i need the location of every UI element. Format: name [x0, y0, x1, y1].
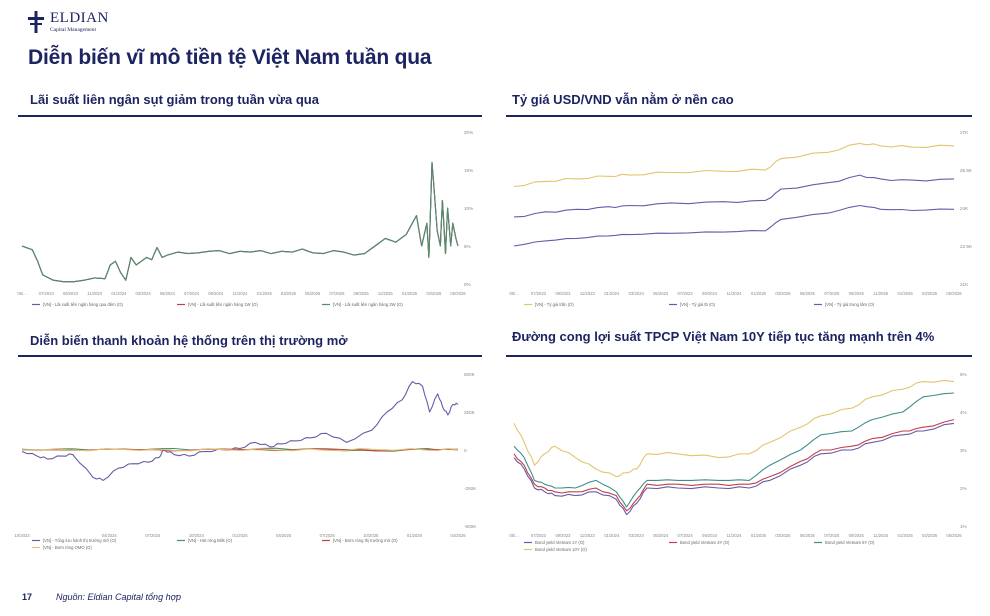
x-tick-label: 11/2024	[726, 291, 742, 296]
x-tick-label: 01/2024	[604, 291, 620, 296]
series-line-3	[514, 380, 954, 476]
series-line-1	[514, 420, 954, 511]
legend-label: Bond yield Vietnam 10Y (O)	[535, 547, 587, 552]
x-tick-label: 03/2026	[921, 533, 938, 538]
x-tick-label: 09/2024	[701, 533, 718, 538]
y-tick-label: 10%	[464, 206, 474, 211]
x-tick-label: 11/2024	[726, 533, 742, 538]
x-tick-label: 03/2026	[921, 291, 938, 296]
y-tick-label: 25.5K	[960, 168, 973, 173]
series-line-2	[22, 162, 458, 281]
x-tick-label: 01/2025	[232, 533, 248, 538]
x-tick-label: 03/2025	[775, 533, 791, 538]
panel-rule	[506, 355, 972, 357]
x-tick-label: 07/2025	[329, 291, 345, 296]
panel-rule	[18, 355, 482, 357]
legend-label: [VN] - Tỷ giá tb (O)	[680, 302, 716, 307]
x-tick-label: 05/2025	[305, 291, 321, 296]
x-tick-label: 09/2025	[353, 291, 369, 296]
y-tick-label: 5%	[960, 372, 967, 377]
x-tick-label: 10/2024	[188, 533, 204, 538]
x-tick-label: 03/2025	[775, 291, 791, 296]
x-tick-label: 05/...	[17, 291, 27, 296]
legend-label: [VN] - Bơm ròng thị trường mở (O)	[333, 538, 398, 543]
legend-label: [VN] - Tỷ giá trung tâm (O)	[825, 302, 875, 307]
x-tick-label: 09/2023	[555, 533, 571, 538]
x-tick-label: 04/2025	[276, 533, 292, 538]
y-tick-label: 0	[464, 448, 467, 453]
x-tick-label: 05/...	[509, 533, 519, 538]
series-line-1	[514, 175, 954, 217]
brand-name: ELDIAN	[50, 10, 109, 26]
legend-label: [VN] - Tổng lưu hành thị trường mở (O)	[43, 538, 117, 543]
x-tick-label: 05/2026	[450, 291, 466, 296]
x-tick-label: 03/2024	[628, 533, 644, 538]
x-tick-label: 07/2025	[319, 533, 335, 538]
y-tick-label: -250K	[464, 486, 477, 491]
y-tick-label: -500K	[464, 524, 477, 529]
x-tick-label: 07/2023	[38, 291, 54, 296]
x-tick-label: 01/2024	[111, 291, 127, 296]
page-number: 17	[22, 592, 33, 602]
x-tick-label: 05/2025	[799, 533, 815, 538]
panel-title-interbank: Lãi suất liên ngân sụt giảm trong tuần vừa qua	[30, 92, 319, 107]
panel-rule	[18, 115, 482, 117]
chart-bond-yields	[506, 364, 972, 560]
source-note: Nguồn: Eldian Capital tổng hợp	[56, 592, 182, 602]
x-tick-label: 03/2024	[628, 291, 644, 296]
chart-open-market-liquidity	[14, 364, 482, 560]
y-tick-label: 4%	[960, 410, 967, 415]
y-tick-label: 27K	[960, 130, 969, 135]
x-tick-label: 01/2025	[256, 291, 272, 296]
x-tick-label: 04/2026	[450, 533, 466, 538]
x-tick-label: 09/2023	[62, 291, 79, 296]
x-tick-label: 10/2025	[363, 533, 379, 538]
chart-interbank-rate	[18, 124, 482, 314]
y-tick-label: 21K	[960, 282, 969, 287]
x-tick-label: 11/2023	[579, 533, 595, 538]
legend-label: [VN] - Hút ròng Bills (O)	[188, 538, 232, 543]
x-tick-label: 07/2023	[530, 533, 547, 538]
x-tick-label: 05/...	[509, 291, 519, 296]
x-tick-label: 01/2024	[604, 533, 620, 538]
x-tick-label: 05/2026	[946, 291, 962, 296]
x-tick-label: 07/2024	[677, 533, 693, 538]
y-tick-label: 0%	[464, 282, 471, 287]
series-line-0	[514, 423, 954, 514]
y-tick-label: 20%	[464, 130, 474, 135]
y-tick-label: 24K	[960, 206, 969, 211]
y-tick-label: 2%	[960, 486, 967, 491]
x-tick-label: 05/2025	[799, 291, 815, 296]
y-tick-label: 1%	[960, 524, 967, 529]
x-tick-label: 07/2023	[530, 291, 547, 296]
x-tick-label: 01/2026	[897, 533, 913, 538]
logo-icon	[28, 11, 44, 33]
x-tick-label: 09/2025	[848, 533, 864, 538]
legend-label: Bond yield Vietnam 1Y (O)	[535, 540, 585, 545]
x-tick-label: 10/2023	[14, 533, 30, 538]
x-tick-label: 07/2025	[824, 533, 840, 538]
x-tick-label: 03/2025	[280, 291, 297, 296]
x-tick-label: 11/2024	[232, 291, 248, 296]
x-tick-label: 11/2025	[377, 291, 393, 296]
x-tick-label: 07/2024	[677, 291, 693, 296]
brand-logo	[28, 11, 109, 34]
series-line-1	[22, 162, 458, 281]
x-tick-label: 11/2025	[873, 291, 889, 296]
x-tick-label: 03/2024	[135, 291, 151, 296]
legend-label: [VN] - Tỷ giá trần (O)	[535, 302, 574, 307]
legend-label: [VN] - Bơm ròng OMO (O)	[43, 545, 92, 550]
x-tick-label: 07/2025	[824, 291, 840, 296]
x-tick-label: 05/2024	[159, 291, 175, 296]
x-tick-label: 05/2026	[946, 533, 962, 538]
x-tick-label: 09/2024	[701, 291, 718, 296]
panel-title-yield-curve: Đường cong lợi suất TPCP Việt Nam 10Y tiếp tục tăng mạnh trên 4%	[512, 329, 935, 344]
series-line-2	[514, 393, 954, 507]
x-tick-label: 04/2024	[101, 533, 117, 538]
y-tick-label: 250K	[464, 410, 475, 415]
chart-usd-vnd	[506, 124, 972, 314]
y-tick-label: 5%	[464, 244, 471, 249]
x-tick-label: 05/2024	[653, 291, 669, 296]
x-tick-label: 11/2023	[87, 291, 103, 296]
y-tick-label: 22.5K	[960, 244, 973, 249]
panel-title-fx: Tỷ giá USD/VND vẫn nằm ở nền cao	[512, 92, 734, 107]
y-tick-label: 500K	[464, 372, 475, 377]
series-line-0	[22, 162, 458, 281]
legend-label: [VN] - Lãi suất liên ngân hàng qua đêm (O)	[43, 302, 123, 307]
x-tick-label: 01/2025	[750, 291, 767, 296]
x-tick-label: 09/2025	[848, 291, 864, 296]
y-tick-label: 3%	[960, 448, 967, 453]
legend-label: Bond yield Vietnam 3Y (O)	[680, 540, 730, 545]
legend-label: Bond yield Vietnam 5Y (O)	[825, 540, 875, 545]
x-tick-label: 01/2025	[750, 533, 767, 538]
x-tick-label: 11/2025	[873, 533, 889, 538]
x-tick-label: 07/2024	[183, 291, 200, 296]
x-tick-label: 01/2026	[406, 533, 422, 538]
x-tick-label: 01/2026	[897, 291, 913, 296]
x-tick-label: 09/2023	[555, 291, 571, 296]
x-tick-label: 09/2024	[208, 291, 224, 296]
x-tick-label: 03/2026	[426, 291, 442, 296]
series-line-2	[514, 206, 954, 247]
series-line-0	[22, 382, 458, 481]
panel-title-liquidity: Diễn biến thanh khoản hệ thống trên thị trường mở	[30, 333, 348, 348]
panel-rule	[506, 115, 972, 117]
brand-subtitle: Capital Management	[50, 27, 96, 33]
x-tick-label: 05/2024	[653, 533, 669, 538]
x-tick-label: 07/2024	[145, 533, 161, 538]
legend-label: [VN] - Lãi suất liên ngân hàng 1W (O)	[188, 302, 258, 307]
x-tick-label: 01/2026	[401, 291, 418, 296]
y-tick-label: 15%	[464, 168, 474, 173]
legend-label: [VN] - Lãi suất liên ngân hàng 2W (O)	[333, 302, 403, 307]
page-title: Diễn biến vĩ mô tiền tệ Việt Nam tuần qua	[28, 46, 432, 69]
x-tick-label: 11/2023	[579, 291, 595, 296]
